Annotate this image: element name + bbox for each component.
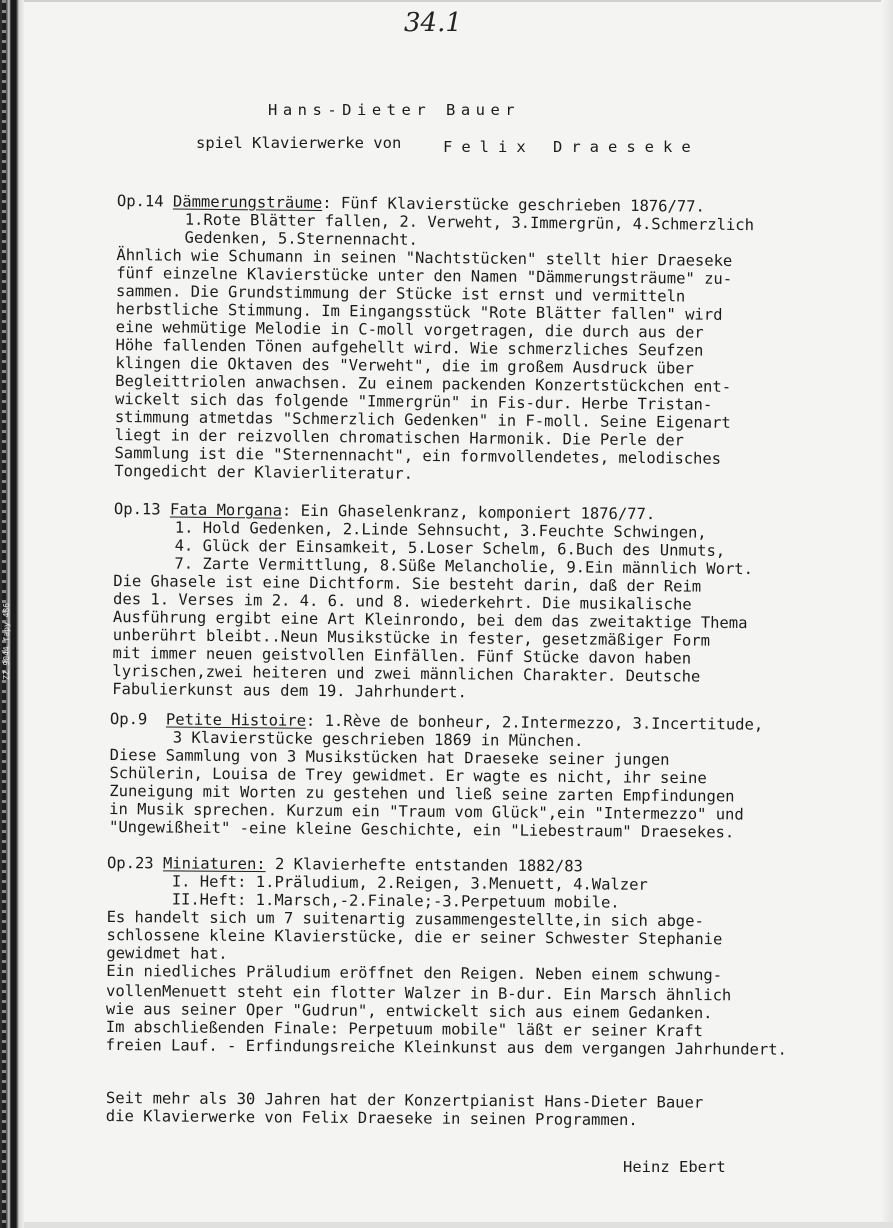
piece-list-line: 3 Klavierstücke geschrieben 1869 in München. [172,728,584,751]
body-line: Ein niedliches Präludium eröffnet den Reigen. Neben einem schwung- [106,961,723,985]
body-line: Fabulierkunst aus dem 19. Jahrhundert. [112,679,467,702]
scanner-code [2,666,11,680]
body-line: lyrischen,zwei heiteren und zwei männlichen Charakter. Deutsche [112,661,701,686]
body-line: herbstliche Stimmung. Im Eingangsstück "Rote Blätter fallen" wird [115,299,723,324]
body-line: des 1. Verses im 2. 4. 6. und 8. wiederkehrt. Die musikalische [113,589,692,614]
body-line: fünf einzelne Klavierstücke unter den Namen "Dämmerungsträume" zu- [116,263,733,288]
body-line: liegt in der reizvollen chromatischen Harmonik. Die Perle der [114,425,685,450]
piece-list-line: II.Heft: 1.Marsch,-2.Finale;-3.Perpetuum mobile. [171,890,620,912]
work-subtitle: 2 Klavierhefte entstanden 1882/83 [265,855,583,876]
body-line: Schülerin, Louisa de Trey gewidmet. Er wagte es nicht, ihr seine [109,763,707,788]
piece-list-line: 1.Rote Blätter fallen, 2. Verweht, 3.Immergrün, 4.Schmerzlich [184,210,755,235]
body-line: Im abschließenden Finale: Perpetuum mobile" läßt er seiner Kraft [105,1017,704,1041]
body-line: Ausführung ergibt eine Art Kleinrondo, bei dem das zweitaktige Thema [112,607,748,633]
body-line: Diese Sammlung von 3 Musikstücken hat Draeseke seiner jungen [109,745,670,769]
opus-number: Op.23 [106,854,154,873]
body-line: Tongedicht der Klavierliteratur. [114,461,414,483]
closing-line: Seit mehr als 30 Jahren hat der Konzertpianist Hans-Dieter Bauer [105,1089,704,1112]
body-line: Sammlung ist die "Sternennacht", ein formvollendetes, melodisches [114,443,722,468]
body-line: sammen. Die Grundstimmung der Stücke ist ernst und vermitteln [115,281,686,306]
closing-line: die Klavierwerke von Felix Draeseke in seinen Programmen. [105,1106,638,1130]
body-line: in Musik sprechen. Kurzum ein "Traum vom Glück",ein "Intermezzo" und [109,799,744,824]
piece-list-line: 1. Hold Gedenken, 2.Linde Sehnsucht, 3.Feuchte Schwingen, [174,518,707,542]
artist-name: Hans-Dieter Bauer [268,101,521,119]
body-line: gewidmet hat. [106,943,228,963]
body-line: freien Lauf. - Erfindungsreiche Kleinkunst aus dem vergangen Jahrhundert. [105,1035,787,1059]
work-subtitle: : Ein Ghaselenkranz, komponiert 1876/77. [281,501,656,524]
handwritten-note: 34.1 [404,8,462,38]
body-line: Höhe fallenden Tönen aufgehellt wird. Wie schmerzliches Seufzen [115,335,704,360]
opus-number: Op.13 [113,500,161,519]
work-title: Dämmerungsträume [172,192,323,212]
signature: Heinz Ebert [623,1158,726,1176]
body-line: eine wehmütige Melodie in C-moll vorgetragen, die durch aus der [115,317,704,342]
body-line: klingen die Oktaven des "Verweht", die im großem Ausdruck über [115,353,695,378]
work-title: Fata Morgana [169,500,283,520]
page-edge-top [24,0,893,2]
work-subtitle: : Fünf Klavierstücke geschrieben 1876/77. [322,193,705,216]
body-line: unberührt bleibt..Neun Musikstücke in fester, gesetzmäßiger Form [112,625,711,650]
composer-name: Felix Draeseke [443,138,700,156]
body-line: Begleittriolen anwachsen. Zu einem packenden Konzertstückchen ent- [115,371,732,396]
piece-list-line: 7. Zarte Vermittlung, 8.Süße Melancholie, 9.Ein männlich Wort. [174,554,754,579]
body-line: wie aus seiner Oper "Gudrun", entwickelt sich aus einem Gedanken. [105,999,713,1023]
subtitle-prefix: spiel Klavierwerke von [196,134,402,152]
opus-number: Op.14 [116,192,164,211]
body-line: schlossene kleine Klavierstücke, die er seiner Schwester Stephanie [106,925,723,949]
work-title: Petite Histoire [165,710,307,730]
body-line: mit immer neuen geistvollen Einfällen. Fünf Stücke davon haben [112,643,692,668]
page-edge-right [881,0,893,1228]
body-line: "Ungewißheit" -eine kleine Geschichte, ein "Liebestraum" Draesekes. [108,817,735,842]
work-subtitle: : 1.Rève de bonheur, 2.Intermezzo, 3.Incertitude, [305,711,764,734]
body-line: Zuneigung mit Worten zu gestehen und ließ seine zarten Empfindungen [109,781,735,806]
body-line: Ähnlich wie Schumann in seinen "Nachtstücken" stellt hier Draeseke [116,245,733,270]
body-line: Die Ghasele ist eine Dichtform. Sie besteht darin, daß der Reim [113,571,702,596]
piece-list-line: I. Heft: 1.Präludium, 2.Reigen, 3.Menuett, 4.Walzer [171,872,648,894]
body-line: vollenMenuett steht ein flotter Walzer in B-dur. Ein Marsch ähnlich [106,981,732,1005]
piece-list-line: Gedenken, 5.Sternennacht. [184,228,418,249]
opus-number: Op.9 [109,710,148,729]
body-line: wickelt sich das folgende "Immergrün" in Fis-dur. Herbe Tristan- [114,389,713,414]
work-title: Miniaturen: [162,854,266,874]
piece-list-line: 4. Glück der Einsamkeit, 5.Loser Schelm, 6.Buch des Unmuts, [174,536,726,560]
page-edge-bottom [24,1222,893,1228]
body-line: Es handelt sich um 7 suitenartig zusammengestellte,in sich abge- [106,907,704,931]
body-line: stimmung atmetdas "Schmerzlich Gedenken" in F-moll. Seine Eigenart [114,407,731,432]
